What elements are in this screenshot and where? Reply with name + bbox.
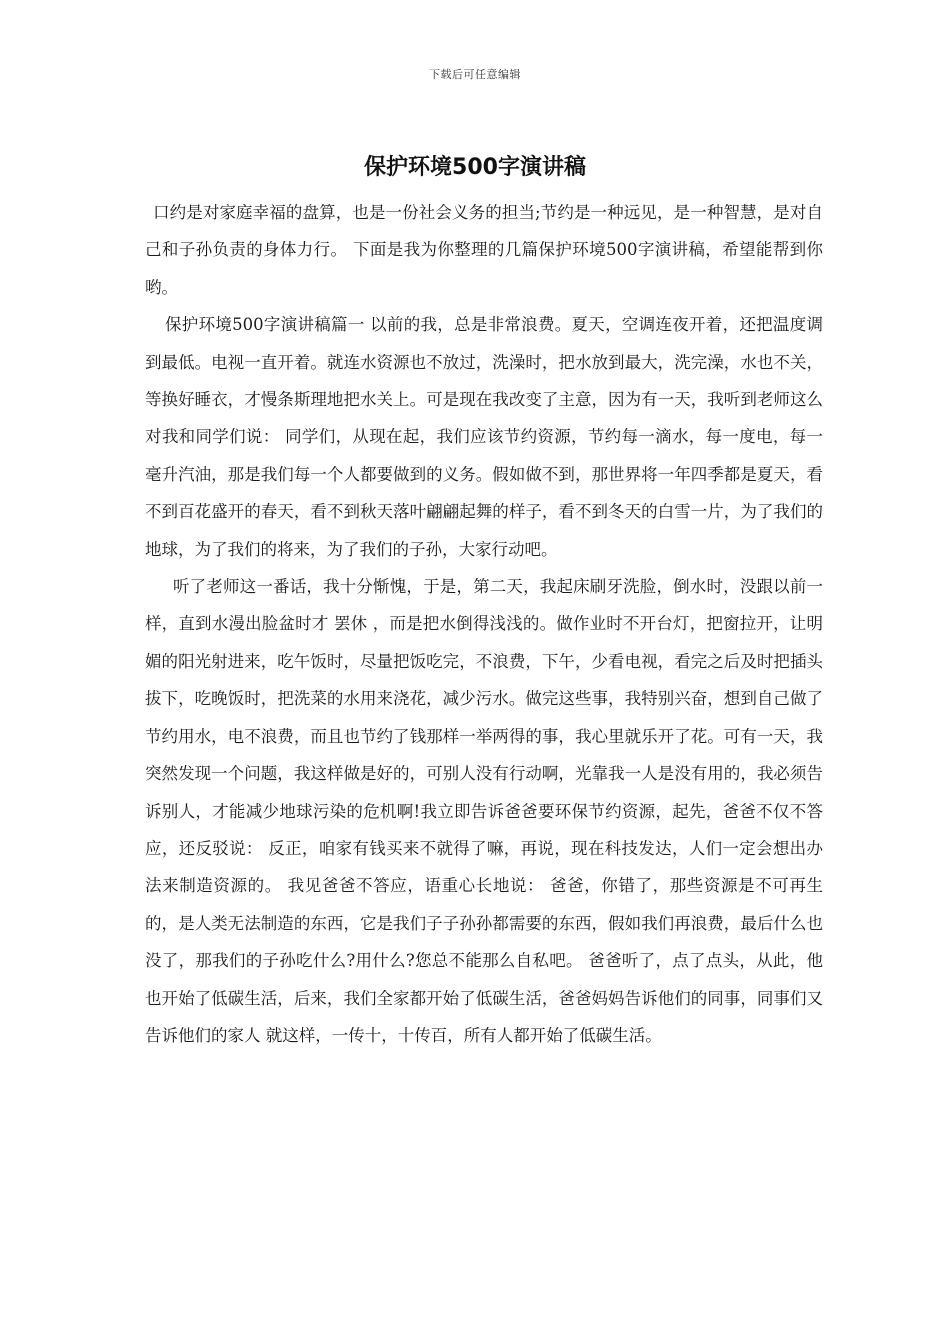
document-title: 保护环境500字演讲稿 xyxy=(364,155,586,180)
paragraph-speech-one: 保护环境500字演讲稿篇一 以前的我，总是非常浪费。夏天，空调连夜开着，还把温度调到最低。电视一直开着。就连水资源也不放过，洗澡时，把水放到最大，洗完澡，水也不关，等换好睡衣，才慢条斯理地把水关上。可是现在我改变了主意，因为有一天，我听到老师这么对我和同学们说： 同学们，从现在起，我们应该节约资源，节约每一滴水，每一度电，每一毫升汽油，那是我们每一个人都要做到的义务。假如做不到，那世界将一年四季都是夏天，看不到百花盛开的春天，看不到秋天落叶翩翩起舞的样子，看不到冬天的白雪一片，为了我们的地球，为了我们的将来，为了我们的子孙，大家行动吧。 xyxy=(145,315,823,559)
page-header-note: 下载后可任意编辑 xyxy=(429,68,521,81)
paragraph-speech-continued: 听了老师这一番话，我十分惭愧，于是，第二天，我起床刷牙洗脸，倒水时，没跟以前一样，直到水漫出脸盆时才 罢休 ，而是把水倒得浅浅的。做作业时不开台灯，把窗拉开，让明媚的阳光射进来，吃午饭时，尽量把饭吃完，不浪费，下午，少看电视，看完之后及时把插头拔下，吃晚饭时，把洗菜的水用来浇花，减少污水。做完这些事，我特别兴奋，想到自己做了节约用水，电不浪费，而且也节约了钱那样一举两得的事，我心里就乐开了花。可有一天，我突然发现一个问题，我这样做是好的，可别人没有行动啊，光靠我一人是没有用的，我必须告诉别人，才能减少地球污染的危机啊!我立即告诉爸爸要环保节约资源，起先，爸爸不仅不答应，还反驳说： 反正，咱家有钱买来不就得了嘛，再说，现在科技发达，人们一定会想出办法来制造资源的。 我见爸爸不答应，语重心长地说： 爸爸，你错了，那些资源是不可再生的，是人类无法制造的东西，它是我们子子孙孙都需要的东西，假如我们再浪费，最后什么也没了，那我们的子孙吃什么?用什么?您总不能那么自私吧。 爸爸听了，点了点头，从此，他也开始了低碳生活，后来，我们全家都开始了低碳生活，爸爸妈妈告诉他们的同事，同事们又告诉他们的家人 就这样，一传十，十传百，所有人都开始了低碳生活。 xyxy=(145,577,823,1045)
document-body xyxy=(145,194,823,1054)
paragraph-intro: 口约是对家庭幸福的盘算，也是一份社会义务的担当;节约是一种远见，是一种智慧，是对自己和子孙负责的身体力行。 下面是我为你整理的几篇保护环境500字演讲稿，希望能帮到你哟。 xyxy=(145,203,823,297)
